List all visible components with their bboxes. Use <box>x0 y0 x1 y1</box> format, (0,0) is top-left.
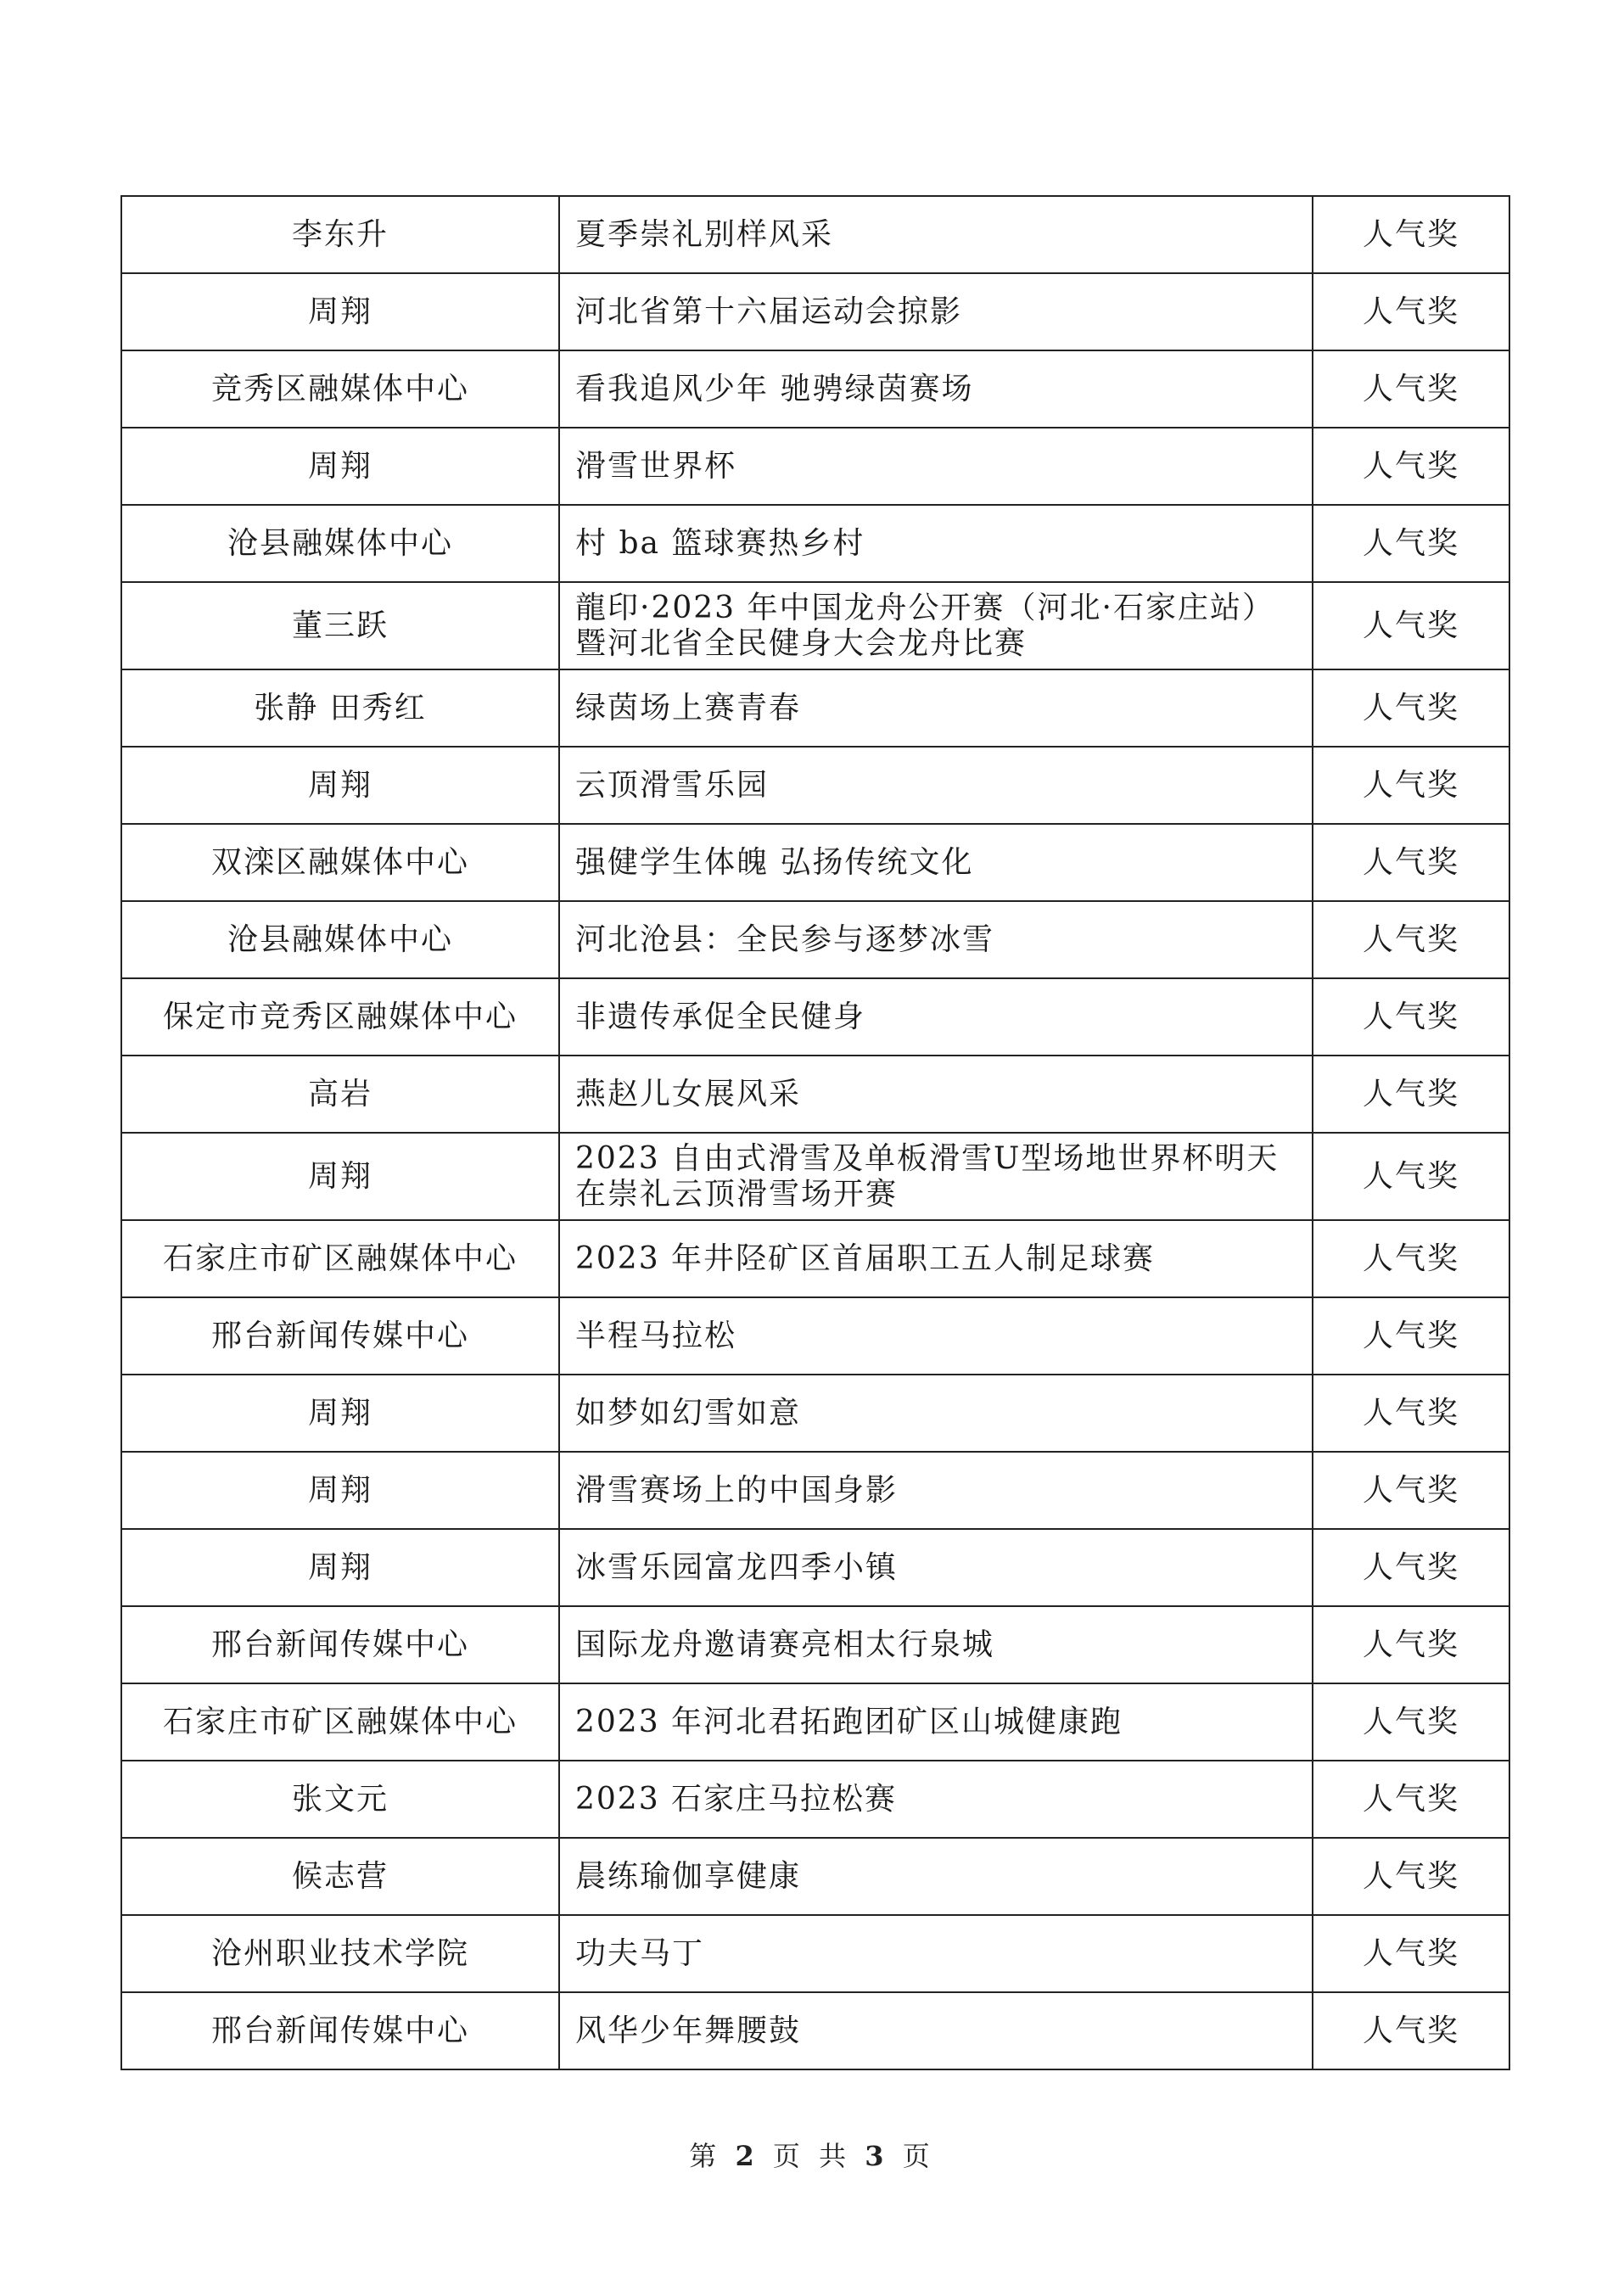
page-footer <box>0 2135 1624 2174</box>
award-cell: 人气奖 <box>1313 1375 1509 1452</box>
award-cell: 人气奖 <box>1313 1297 1509 1375</box>
author-cell: 石家庄市矿区融媒体中心 <box>121 1683 559 1761</box>
award-cell: 人气奖 <box>1313 1056 1509 1133</box>
table-row <box>121 1838 1509 1915</box>
author-cell: 竞秀区融媒体中心 <box>121 350 559 428</box>
award-cell: 人气奖 <box>1313 1606 1509 1683</box>
author-cell: 周翔 <box>121 428 559 505</box>
award-cell: 人气奖 <box>1313 273 1509 350</box>
author-cell: 周翔 <box>121 747 559 824</box>
table-row <box>121 1683 1509 1761</box>
author-cell: 沧县融媒体中心 <box>121 505 559 582</box>
author-cell: 邢台新闻传媒中心 <box>121 1297 559 1375</box>
award-cell: 人气奖 <box>1313 505 1509 582</box>
author-cell: 周翔 <box>121 1133 559 1220</box>
table-row <box>121 1992 1509 2069</box>
current-page-number: 2 <box>735 2140 759 2172</box>
award-cell: 人气奖 <box>1313 350 1509 428</box>
work-title-cell: 夏季崇礼别样风采 <box>559 196 1313 273</box>
table-row <box>121 1297 1509 1375</box>
table-row <box>121 582 1509 669</box>
work-title-cell: 2023 年河北君拓跑团矿区山城健康跑 <box>559 1683 1313 1761</box>
work-title-cell: 晨练瑜伽享健康 <box>559 1838 1313 1915</box>
award-cell: 人气奖 <box>1313 1915 1509 1992</box>
work-title-cell: 2023 石家庄马拉松赛 <box>559 1761 1313 1838</box>
work-title-cell: 半程马拉松 <box>559 1297 1313 1375</box>
table-row <box>121 669 1509 747</box>
award-cell: 人气奖 <box>1313 1683 1509 1761</box>
table-row <box>121 1529 1509 1606</box>
footer-prefix: 第 <box>689 2140 722 2172</box>
work-title-cell: 燕赵儿女展风采 <box>559 1056 1313 1133</box>
author-cell: 董三跃 <box>121 582 559 669</box>
author-cell: 沧州职业技术学院 <box>121 1915 559 1992</box>
award-cell: 人气奖 <box>1313 1133 1509 1220</box>
author-cell: 周翔 <box>121 1375 559 1452</box>
footer-suffix: 页 <box>902 2140 935 2172</box>
author-cell: 李东升 <box>121 196 559 273</box>
table-row <box>121 1761 1509 1838</box>
award-cell: 人气奖 <box>1313 1761 1509 1838</box>
table-row <box>121 1915 1509 1992</box>
work-title-cell: 滑雪世界杯 <box>559 428 1313 505</box>
table-row <box>121 505 1509 582</box>
table-row <box>121 1375 1509 1452</box>
author-cell: 保定市竞秀区融媒体中心 <box>121 978 559 1056</box>
work-title-cell: 风华少年舞腰鼓 <box>559 1992 1313 2069</box>
table-row <box>121 1452 1509 1529</box>
award-table <box>120 195 1510 2070</box>
author-cell: 双滦区融媒体中心 <box>121 824 559 901</box>
work-title-cell: 云顶滑雪乐园 <box>559 747 1313 824</box>
author-cell: 周翔 <box>121 1452 559 1529</box>
award-cell: 人气奖 <box>1313 669 1509 747</box>
table-row <box>121 1220 1509 1297</box>
footer-middle: 页 共 <box>772 2140 852 2172</box>
award-cell: 人气奖 <box>1313 1838 1509 1915</box>
work-title-cell: 国际龙舟邀请赛亮相太行泉城 <box>559 1606 1313 1683</box>
award-cell: 人气奖 <box>1313 1529 1509 1606</box>
award-cell: 人气奖 <box>1313 978 1509 1056</box>
award-cell: 人气奖 <box>1313 1992 1509 2069</box>
award-table-body <box>121 196 1509 2069</box>
work-title-cell: 2023 年井陉矿区首届职工五人制足球赛 <box>559 1220 1313 1297</box>
award-cell: 人气奖 <box>1313 428 1509 505</box>
work-title-cell: 功夫马丁 <box>559 1915 1313 1992</box>
table-row <box>121 824 1509 901</box>
award-cell: 人气奖 <box>1313 1220 1509 1297</box>
work-title-cell: 强健学生体魄 弘扬传统文化 <box>559 824 1313 901</box>
work-title-cell: 看我追风少年 驰骋绿茵赛场 <box>559 350 1313 428</box>
work-title-cell: 河北沧县：全民参与逐梦冰雪 <box>559 901 1313 978</box>
author-cell: 沧县融媒体中心 <box>121 901 559 978</box>
author-cell: 张文元 <box>121 1761 559 1838</box>
work-title-cell: 冰雪乐园富龙四季小镇 <box>559 1529 1313 1606</box>
table-row <box>121 350 1509 428</box>
table-row <box>121 1056 1509 1133</box>
work-title-cell: 村 ba 篮球赛热乡村 <box>559 505 1313 582</box>
table-row <box>121 273 1509 350</box>
author-cell: 邢台新闻传媒中心 <box>121 1992 559 2069</box>
award-cell: 人气奖 <box>1313 747 1509 824</box>
work-title-cell: 绿茵场上赛青春 <box>559 669 1313 747</box>
author-cell: 邢台新闻传媒中心 <box>121 1606 559 1683</box>
table-row <box>121 428 1509 505</box>
author-cell: 周翔 <box>121 1529 559 1606</box>
table-row <box>121 1606 1509 1683</box>
table-row <box>121 1133 1509 1220</box>
table-row <box>121 901 1509 978</box>
author-cell: 周翔 <box>121 273 559 350</box>
author-cell: 张静 田秀红 <box>121 669 559 747</box>
work-title-cell: 非遗传承促全民健身 <box>559 978 1313 1056</box>
award-cell: 人气奖 <box>1313 1452 1509 1529</box>
award-cell: 人气奖 <box>1313 901 1509 978</box>
award-cell: 人气奖 <box>1313 196 1509 273</box>
award-cell: 人气奖 <box>1313 582 1509 669</box>
work-title-cell: 龍印·2023 年中国龙舟公开赛（河北·石家庄站）暨河北省全民健身大会龙舟比赛 <box>559 582 1313 669</box>
total-pages-number: 3 <box>865 2140 889 2172</box>
work-title-cell: 如梦如幻雪如意 <box>559 1375 1313 1452</box>
work-title-cell: 2023 自由式滑雪及单板滑雪U型场地世界杯明天在崇礼云顶滑雪场开赛 <box>559 1133 1313 1220</box>
table-row <box>121 747 1509 824</box>
author-cell: 候志营 <box>121 1838 559 1915</box>
author-cell: 高岩 <box>121 1056 559 1133</box>
work-title-cell: 河北省第十六届运动会掠影 <box>559 273 1313 350</box>
table-row <box>121 978 1509 1056</box>
award-cell: 人气奖 <box>1313 824 1509 901</box>
author-cell: 石家庄市矿区融媒体中心 <box>121 1220 559 1297</box>
work-title-cell: 滑雪赛场上的中国身影 <box>559 1452 1313 1529</box>
table-row <box>121 196 1509 273</box>
